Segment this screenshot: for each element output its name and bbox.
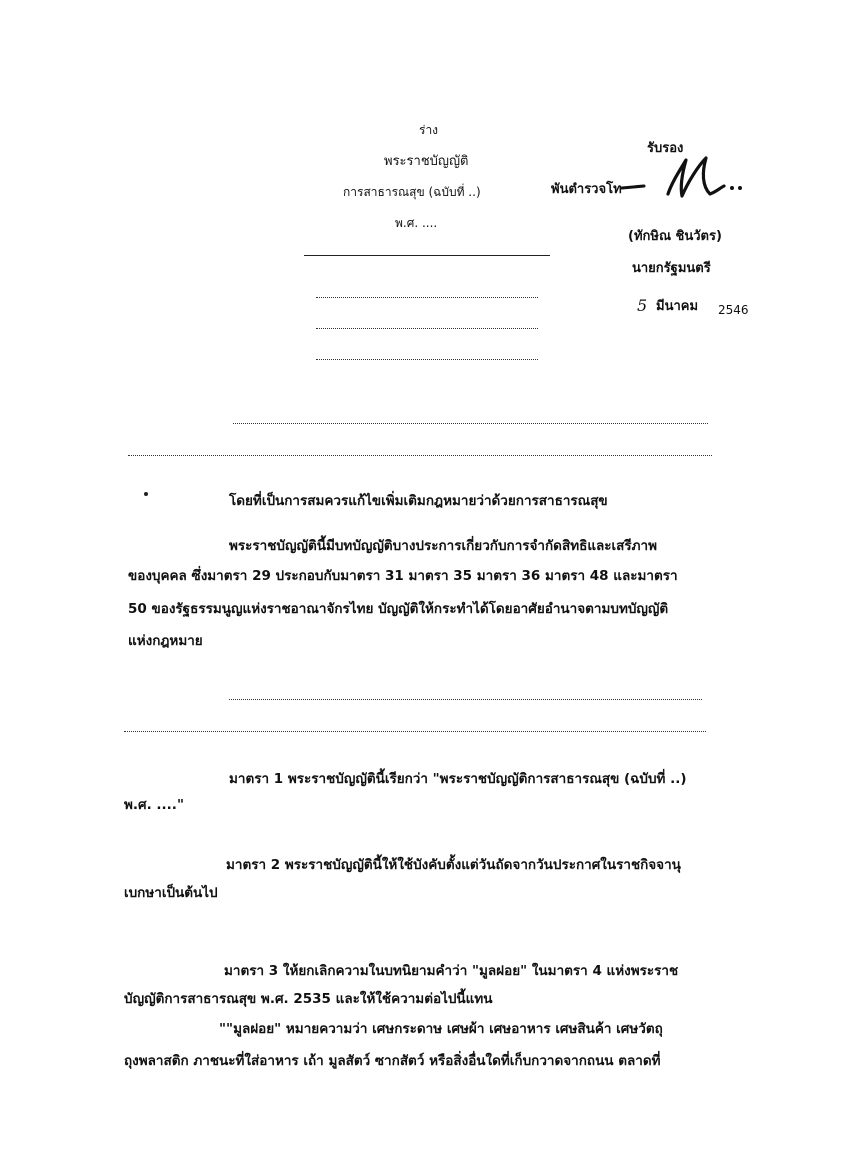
header-rule (304, 255, 550, 256)
dotted-separator (229, 699, 702, 700)
signature-date-year: 2546 (718, 303, 749, 317)
section-3-line: มาตรา 3 ให้ยกเลิกความในบทนิยามคำว่า "มูลฝอย" ในมาตรา 4 แห่งพระราช (224, 963, 679, 979)
section-1-line: มาตรา 1 พระราชบัญญัตินี้เรียกว่า "พระราชบัญญัติการสาธารณสุข (ฉบับที่ ..) (229, 771, 687, 787)
blank-line (316, 359, 538, 360)
signature-icon (620, 152, 750, 202)
draft-label: ร่าง (419, 123, 439, 137)
section-3-line: ถุงพลาสติก ภาชนะที่ใส่อาหาร เถ้า มูลสัตว์ ซากสัตว์ หรือสิ่งอื่นใดที่เก็บกวาดจากถนน ตลาดที่ (124, 1053, 661, 1069)
signature-date-month: มีนาคม (656, 299, 699, 314)
dotted-separator (233, 423, 708, 424)
section-2-line: มาตรา 2 พระราชบัญญัตินี้ให้ใช้บังคับตั้งแต่วันถัดจากวันประกาศในราชกิจจานุ (226, 857, 681, 873)
preamble-line: พระราชบัญญัตินี้มีบทบัญญัติบางประการเกี่ยวกับการจำกัดสิทธิและเสรีภาพ (229, 538, 658, 554)
scan-speck (144, 492, 148, 496)
act-subtitle: การสาธารณสุข (ฉบับที่ ..) (343, 185, 481, 199)
preamble-line: โดยที่เป็นการสมควรแก้ไขเพิ่มเติมกฎหมายว่าด้วยการสาธารณสุข (229, 493, 608, 509)
section-1-line: พ.ศ. ...." (124, 797, 184, 813)
signer-name: (ทักษิณ ชินวัตร) (628, 229, 722, 244)
dotted-separator (124, 731, 706, 732)
preamble-line: 50 ของรัฐธรรมนูญแห่งราชอาณาจักรไทย บัญญัติให้กระทำได้โดยอาศัยอำนาจตามบทบัญญัติ (128, 601, 669, 617)
blank-line (316, 297, 538, 298)
signer-rank: พันตำรวจโท (551, 182, 622, 197)
blank-line (316, 328, 538, 329)
section-2-line: เบกษาเป็นต้นไป (124, 885, 218, 901)
dotted-separator (128, 455, 712, 456)
preamble-line: ของบุคคล ซึ่งมาตรา 29 ประกอบกับมาตรา 31 มาตรา 35 มาตรา 36 มาตรา 48 และมาตรา (128, 568, 678, 584)
section-3-line: ""มูลฝอย" หมายความว่า เศษกระดาษ เศษผ้า เศษอาหาร เศษสินค้า เศษวัตถุ (219, 1021, 663, 1037)
section-3-line: บัญญัติการสาธารณสุข พ.ศ. 2535 และให้ใช้ความต่อไปนี้แทน (124, 991, 493, 1007)
signature-date-day: 5 (637, 296, 648, 315)
signer-position: นายกรัฐมนตรี (632, 261, 711, 276)
act-title: พระราชบัญญัติ (384, 154, 469, 169)
approved-label: รับรอง (647, 141, 684, 156)
act-year: พ.ศ. .... (395, 216, 438, 230)
preamble-line: แห่งกฎหมาย (128, 633, 203, 649)
